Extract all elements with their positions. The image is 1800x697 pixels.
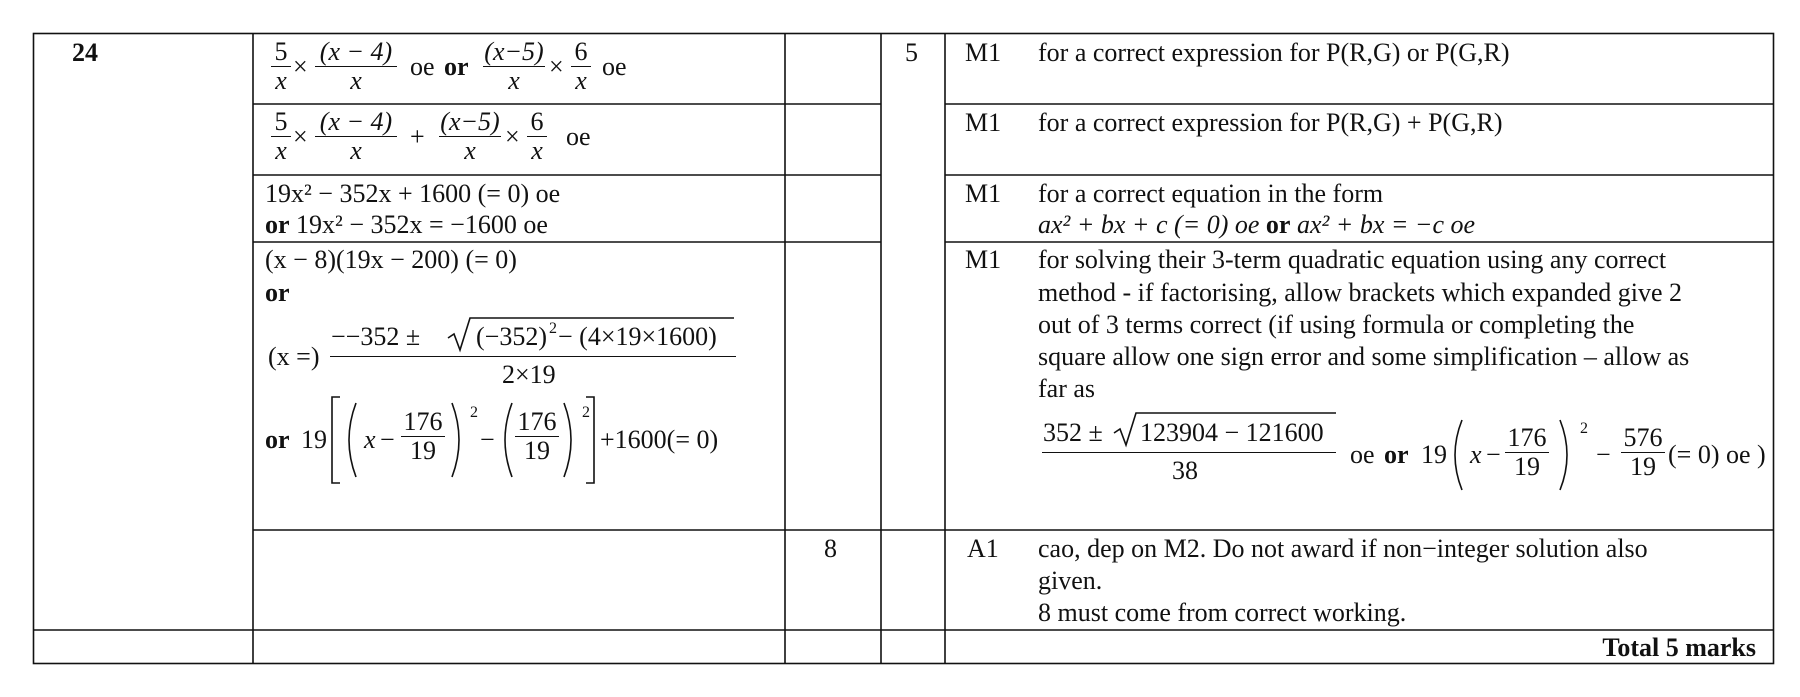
row1-note: for a correct expression for P(R,G) or P(G,R): [1038, 38, 1510, 67]
row4-or1: or: [265, 278, 290, 307]
row1-code: M1: [965, 38, 1002, 67]
mark-total-cell: 5: [905, 38, 918, 67]
fraction: (x − 4) x: [314, 108, 398, 165]
row4-x-eq: (x =): [268, 342, 320, 371]
row3-note: for a correct equation in the form: [1038, 179, 1384, 208]
row5-code: A1: [967, 534, 999, 563]
row3-working-line2: or 19x² − 352x = −1600 oe: [265, 210, 548, 239]
fraction: (x−5) x: [440, 107, 500, 165]
fraction: 6 x: [526, 108, 548, 165]
fraction: 176 19: [514, 408, 560, 465]
fraction: 176 19: [400, 408, 446, 465]
question-number: 24: [72, 38, 98, 67]
row3-working-line1: 19x² − 352x + 1600 (= 0) oe: [265, 179, 561, 208]
answer-cell: 8: [824, 534, 837, 563]
row2-code: M1: [965, 108, 1002, 137]
fraction: (x−5) x: [484, 37, 544, 95]
fraction: (x − 4) x: [314, 38, 398, 95]
fraction: 6 x: [570, 38, 592, 95]
row3-code: M1: [965, 179, 1002, 208]
total-marks: Total 5 marks: [1602, 633, 1756, 662]
row4-factorised: (x − 8)(19x − 200) (= 0): [265, 245, 517, 274]
row2-note: for a correct expression for P(R,G) + P(G,R): [1038, 108, 1503, 137]
row4-code: M1: [965, 245, 1002, 274]
fraction: 5 x: [270, 38, 292, 95]
fraction: 5 x: [270, 108, 292, 165]
fraction: 576 19: [1620, 424, 1666, 481]
fraction: 176 19: [1504, 424, 1550, 481]
row3-note-line2: ax² + bx + c (= 0) oe or ax² + bx = −c oe: [1038, 210, 1476, 239]
